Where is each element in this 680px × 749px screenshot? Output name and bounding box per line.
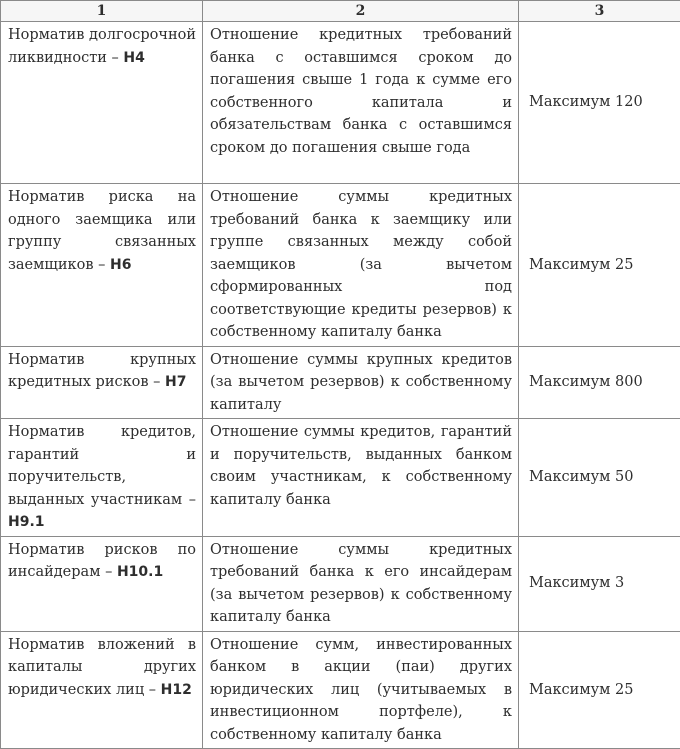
norm-description: Отношение суммы кредитных требований банка к заемщику или группе связанных между собой заемщиков (за вычетом сформированных под соответствующие кредиты резервов) к собственному капиталу банка — [203, 184, 519, 347]
norm-name-cell — [1, 184, 203, 347]
table-row — [1, 536, 680, 631]
norm-code: Н12 — [161, 682, 192, 698]
norm-description: Отношение суммы крупных кредитов (за вычетом резервов) к собственному капиталу — [203, 346, 519, 419]
norm-name-cell — [1, 536, 203, 631]
header-col-2: 2 — [203, 1, 519, 22]
norm-name-cell — [1, 419, 203, 537]
norm-description: Отношение сумм, инвестированных банком в акции (паи) других юридических лиц (учитываемых в инвестиционном портфеле), к собственному капиталу банка — [203, 631, 519, 749]
norm-description: Отношение суммы кредитов, гарантий и поручительств, выданных банком своим участникам, к собственному капиталу банка — [203, 419, 519, 537]
norm-limit: Максимум 3 — [519, 536, 680, 631]
norm-name: Норматив риска на одного заемщика или группу связанных заемщиков – — [8, 189, 196, 273]
norm-name-cell — [1, 22, 203, 184]
header-col-3: 3 — [519, 1, 680, 22]
norm-limit: Максимум 800 — [519, 346, 680, 419]
header-row — [1, 1, 680, 22]
norm-limit: Максимум 120 — [519, 22, 680, 184]
norm-limit: Максимум 25 — [519, 184, 680, 347]
table-row — [1, 184, 680, 347]
norm-description: Отношение кредитных требований банка с оставшимся сроком до погашения свыше 1 года к сумме его собственного капитала и обязательствам банка с оставшимся сроком до погашения свыше года — [203, 22, 519, 184]
norm-name-cell — [1, 631, 203, 749]
norm-code: Н7 — [165, 374, 186, 390]
table-row — [1, 346, 680, 419]
norm-name-cell — [1, 346, 203, 419]
norm-name: Норматив крупных кредитных рисков – — [8, 352, 196, 391]
table-row — [1, 22, 680, 184]
norm-code: Н4 — [123, 50, 144, 66]
norm-name: Норматив кредитов, гарантий и поручительств, выданных участникам – — [8, 424, 196, 508]
norm-limit: Максимум 50 — [519, 419, 680, 537]
table-row — [1, 419, 680, 537]
norm-code: Н9.1 — [8, 514, 45, 530]
norm-code: Н10.1 — [117, 564, 163, 580]
norm-name: Норматив долгосрочной ликвидности – — [8, 27, 196, 66]
header-col-1: 1 — [1, 1, 203, 22]
norm-code: Н6 — [110, 257, 131, 273]
norm-name: Норматив рисков по инсайдерам – — [8, 542, 196, 581]
norm-name: Норматив вложений в капиталы других юридических лиц – — [8, 637, 196, 698]
table-row — [1, 631, 680, 749]
norm-description: Отношение суммы кредитных требований банка к его инсайдерам (за вычетом резервов) к собственному капиталу банка — [203, 536, 519, 631]
norm-limit: Максимум 25 — [519, 631, 680, 749]
